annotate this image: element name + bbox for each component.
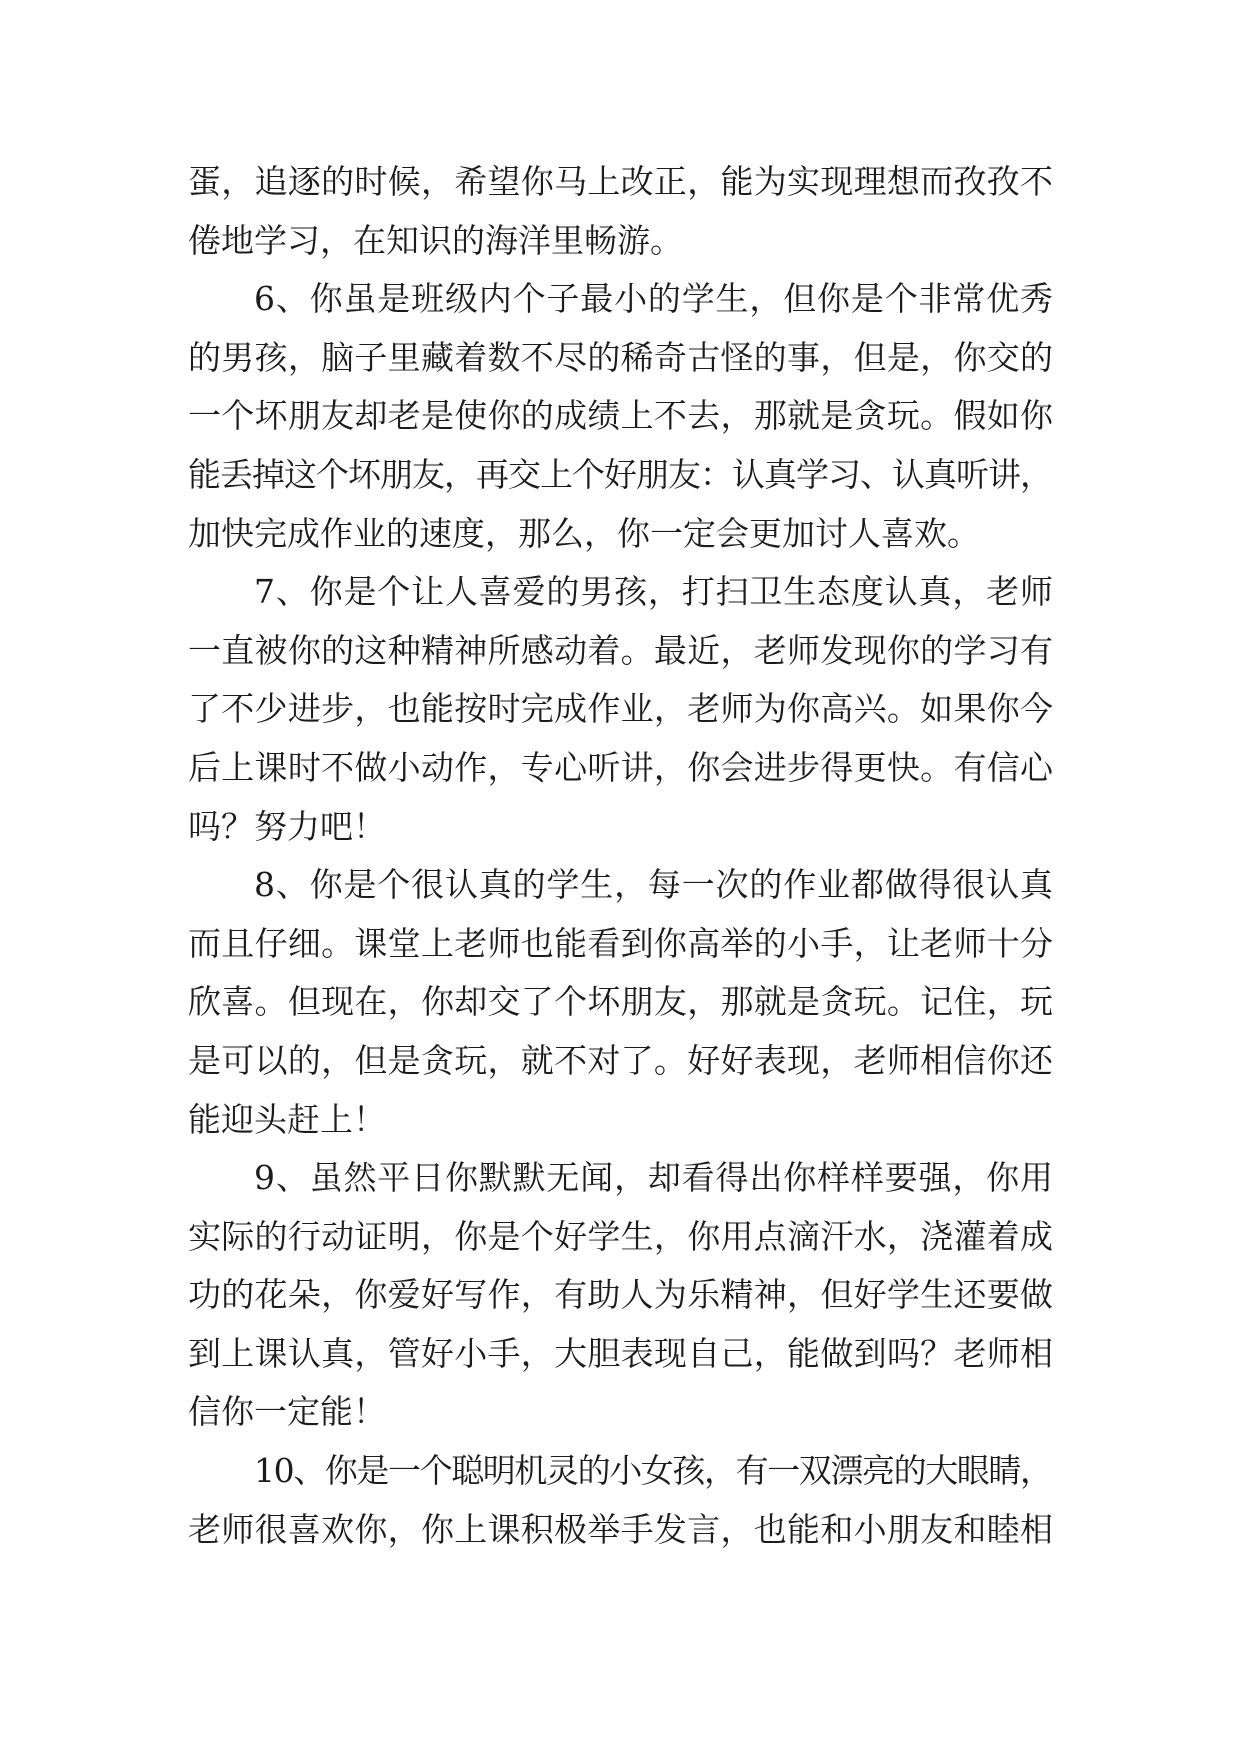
line-text: 的男孩，脑子里藏着数不尽的稀奇古怪的事，但是，你交的: [188, 337, 1054, 377]
text-line: [188, 1032, 1053, 1091]
line-text: 一直被你的这种精神所感动着。最近，老师发现你的学习有: [188, 630, 1054, 670]
text-line: [188, 505, 1053, 564]
paragraph-7: [188, 563, 1053, 856]
paragraph-9: [188, 1149, 1053, 1442]
text-line: [188, 563, 1053, 622]
text-line: [188, 622, 1053, 681]
text-line: [188, 1325, 1053, 1384]
text-line: [188, 739, 1053, 798]
line-text: 9、虽然平日你默默无闻，却看得出你样样要强，你用: [254, 1158, 1054, 1198]
line-text: 7、你是个让人喜爱的男孩，打扫卫生态度认真，老师: [254, 572, 1054, 612]
line-text: 而且仔细。课堂上老师也能看到你高举的小手，让老师十分: [188, 923, 1054, 963]
text-line: [188, 446, 1053, 505]
line-text: 信你一定能！: [188, 1392, 386, 1432]
text-line: [188, 798, 1053, 857]
text-line: [188, 153, 1053, 212]
line-text: 后上课时不做小动作，专心听讲，你会进步得更快。有信心: [188, 747, 1054, 787]
line-text: 欣喜。但现在，你却交了个坏朋友，那就是贪玩。记住，玩: [188, 982, 1054, 1022]
line-text: 老师很喜欢你，你上课积极举手发言，也能和小朋友和睦相: [188, 1509, 1054, 1549]
line-text: 功的花朵，你爱好写作，有助人为乐精神，但好学生还要做: [188, 1275, 1054, 1315]
text-line: [188, 212, 1053, 271]
text-line: [188, 329, 1053, 388]
line-text: 能丢掉这个坏朋友，再交上个好朋友：认真学习、认真听讲，: [188, 454, 1052, 494]
text-line: [188, 1266, 1053, 1325]
line-text: 能迎头赶上！: [188, 1099, 386, 1139]
text-line: [188, 270, 1053, 329]
line-text: 8、你是个很认真的学生，每一次的作业都做得很认真: [254, 865, 1054, 905]
text-line: [188, 1208, 1053, 1267]
line-text: 6、你虽是班级内个子最小的学生，但你是个非常优秀: [254, 279, 1054, 319]
line-text: 一个坏朋友却老是使你的成绩上不去，那就是贪玩。假如你: [188, 396, 1054, 436]
line-text: 加快完成作业的速度，那么，你一定会更加讨人喜欢。: [188, 513, 980, 553]
line-text: 实际的行动证明，你是个好学生，你用点滴汗水，浇灌着成: [188, 1216, 1054, 1256]
line-text: 了不少进步，也能按时完成作业，老师为你高兴。如果你今: [188, 689, 1054, 729]
paragraph-6: [188, 270, 1053, 563]
paragraph-8: [188, 856, 1053, 1149]
line-text: 吗？努力吧！: [188, 806, 386, 846]
text-line: [188, 1501, 1053, 1560]
text-line: [188, 915, 1053, 974]
text-line: [188, 1442, 1053, 1501]
paragraph-10: [188, 1442, 1053, 1559]
paragraph-continuation: [188, 153, 1053, 270]
line-text: 是可以的，但是贪玩，就不对了。好好表现，老师相信你还: [188, 1040, 1054, 1080]
text-line: [188, 1091, 1053, 1150]
line-text: 蛋，追逐的时候，希望你马上改正，能为实现理想而孜孜不: [188, 162, 1054, 201]
document-body: [188, 153, 1053, 1559]
line-text: 到上课认真，管好小手，大胆表现自己，能做到吗？老师相: [188, 1333, 1054, 1373]
text-line: [188, 680, 1053, 739]
text-line: [188, 973, 1053, 1032]
text-line: [188, 387, 1053, 446]
text-line: [188, 856, 1053, 915]
text-line: [188, 1383, 1053, 1442]
text-line: [188, 1149, 1053, 1208]
line-text: 10、你是一个聪明机灵的小女孩，有一双漂亮的大眼睛，: [254, 1451, 1052, 1491]
line-text: 倦地学习，在知识的海洋里畅游。: [188, 220, 683, 260]
